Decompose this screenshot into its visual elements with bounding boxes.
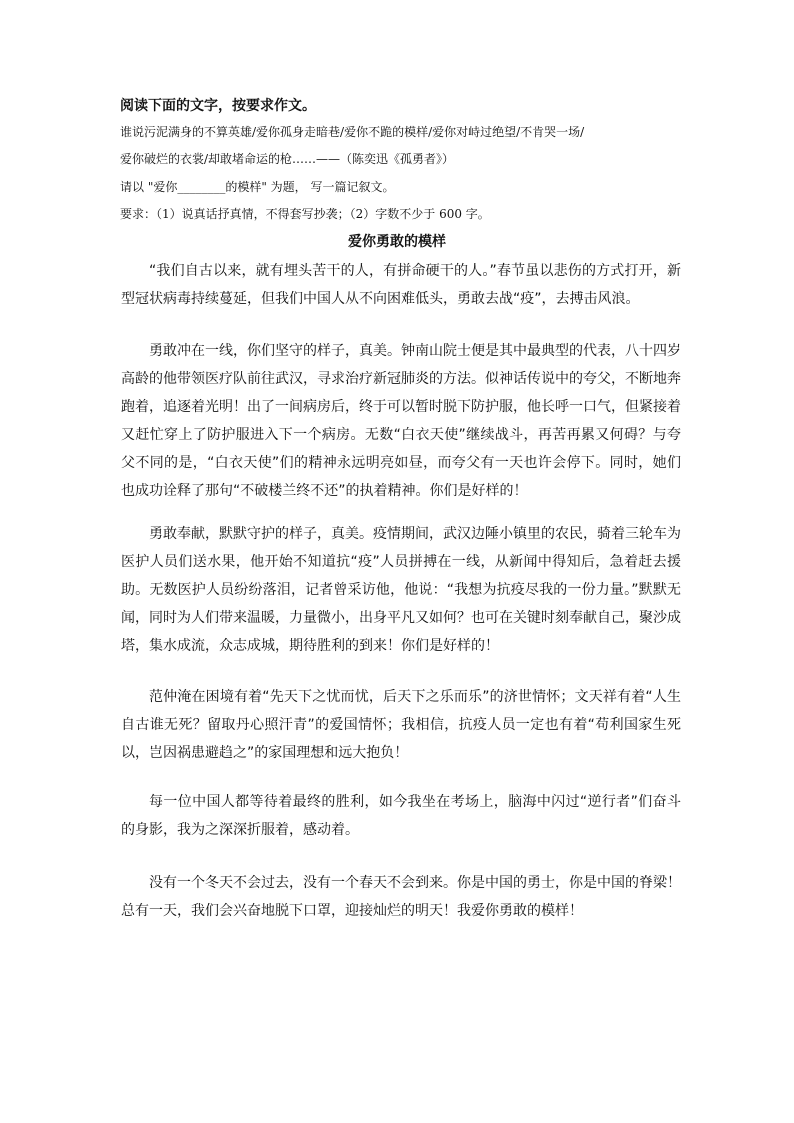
- prompt-poem-line-2: 爱你破烂的衣裳/却敢堵命运的枪……——（陈奕迅《孤勇者》）: [120, 152, 455, 166]
- essay-paragraph-3: 勇敢奉献，默默守护的样子，真美。疫情期间，武汉边陲小镇里的农民，骑着三轮车为医护人员们送水果，他开始不知道抗“疫”人员拼搏在一线，从新闻中得知后，急着赶去援助。无数医护人员纷纷落泪，记者曾采访他，他说：“我想为抗疫尽我的一份力量。”默默无闻，同时为人们带来温暖，力量微小，出身平凡又如何？也可在关键时刻奉献自己，聚沙成塔，集水成流，众志成城，期待胜利的到来！你们是好样的！: [121, 526, 681, 654]
- essay-paragraph-1: “我们自古以来，就有埋头苦干的人，有拼命硬干的人。”春节虽以悲伤的方式打开，新型冠状病毒持续蔓延，但我们中国人从不向困难低头，勇敢去战“疫”，去搏击风浪。: [121, 263, 681, 307]
- prompt-title: 阅读下面的文字，按要求作文。: [120, 98, 316, 114]
- essay-paragraph-6: 没有一个冬天不会过去，没有一个春天不会到来。你是中国的勇士，你是中国的脊梁！总有一天，我们会兴奋地脱下口罩，迎接灿烂的明天！我爱你勇敢的模样！: [121, 875, 681, 919]
- essay-paragraph-4: 范仲淹在困境有着“先天下之忧而忧，后天下之乐而乐”的济世情怀；文天祥有着“人生自古谁无死？留取丹心照汗青”的爱国情怀；我相信，抗疫人员一定也有着“苟利国家生死以，岂因祸患避趋之”的家国理想和远大抱负！: [121, 689, 681, 761]
- essay-paragraph-5: 每一位中国人都等待着最终的胜利，如今我坐在考场上，脑海中闪过“逆行者”们奋斗的身影，我为之深深折服着，感动着。: [121, 794, 681, 838]
- prompt-instruction: 请以 "爱你________的模样" 为题， 写一篇记叙文。: [120, 180, 395, 194]
- prompt-poem-line-1: 谁说污泥满身的不算英雄/爱你孤身走暗巷/爱你不跪的模样/爱你对峙过绝望/不肯哭一场/: [120, 125, 585, 139]
- essay-paragraph-2: 勇敢冲在一线，你们坚守的样子，真美。钟南山院士便是其中最典型的代表，八十四岁高龄的他带领医疗队前往武汉，寻求治疗新冠肺炎的方法。似神话传说中的夸父，不断地奔跑着，追逐着光明！出了一间病房后，终于可以暂时脱下防护服，他长呼一口气，但紧接着又赶忙穿上了防护服进入下一个病房。无数“白衣天使”继续战斗，再苦再累又何碍？与夸父不同的是，“白衣天使”们的精神永远明亮如昼，而夸父有一天也许会停下。同时，她们也成功诠释了那句“不破楼兰终不还”的执着精神。你们是好样的！: [121, 343, 681, 499]
- essay-title: 爱你勇敢的模样: [348, 234, 446, 250]
- prompt-requirements: 要求：（1）说真话抒真情，不得套写抄袭；（2）字数不少于 600 字。: [120, 207, 490, 221]
